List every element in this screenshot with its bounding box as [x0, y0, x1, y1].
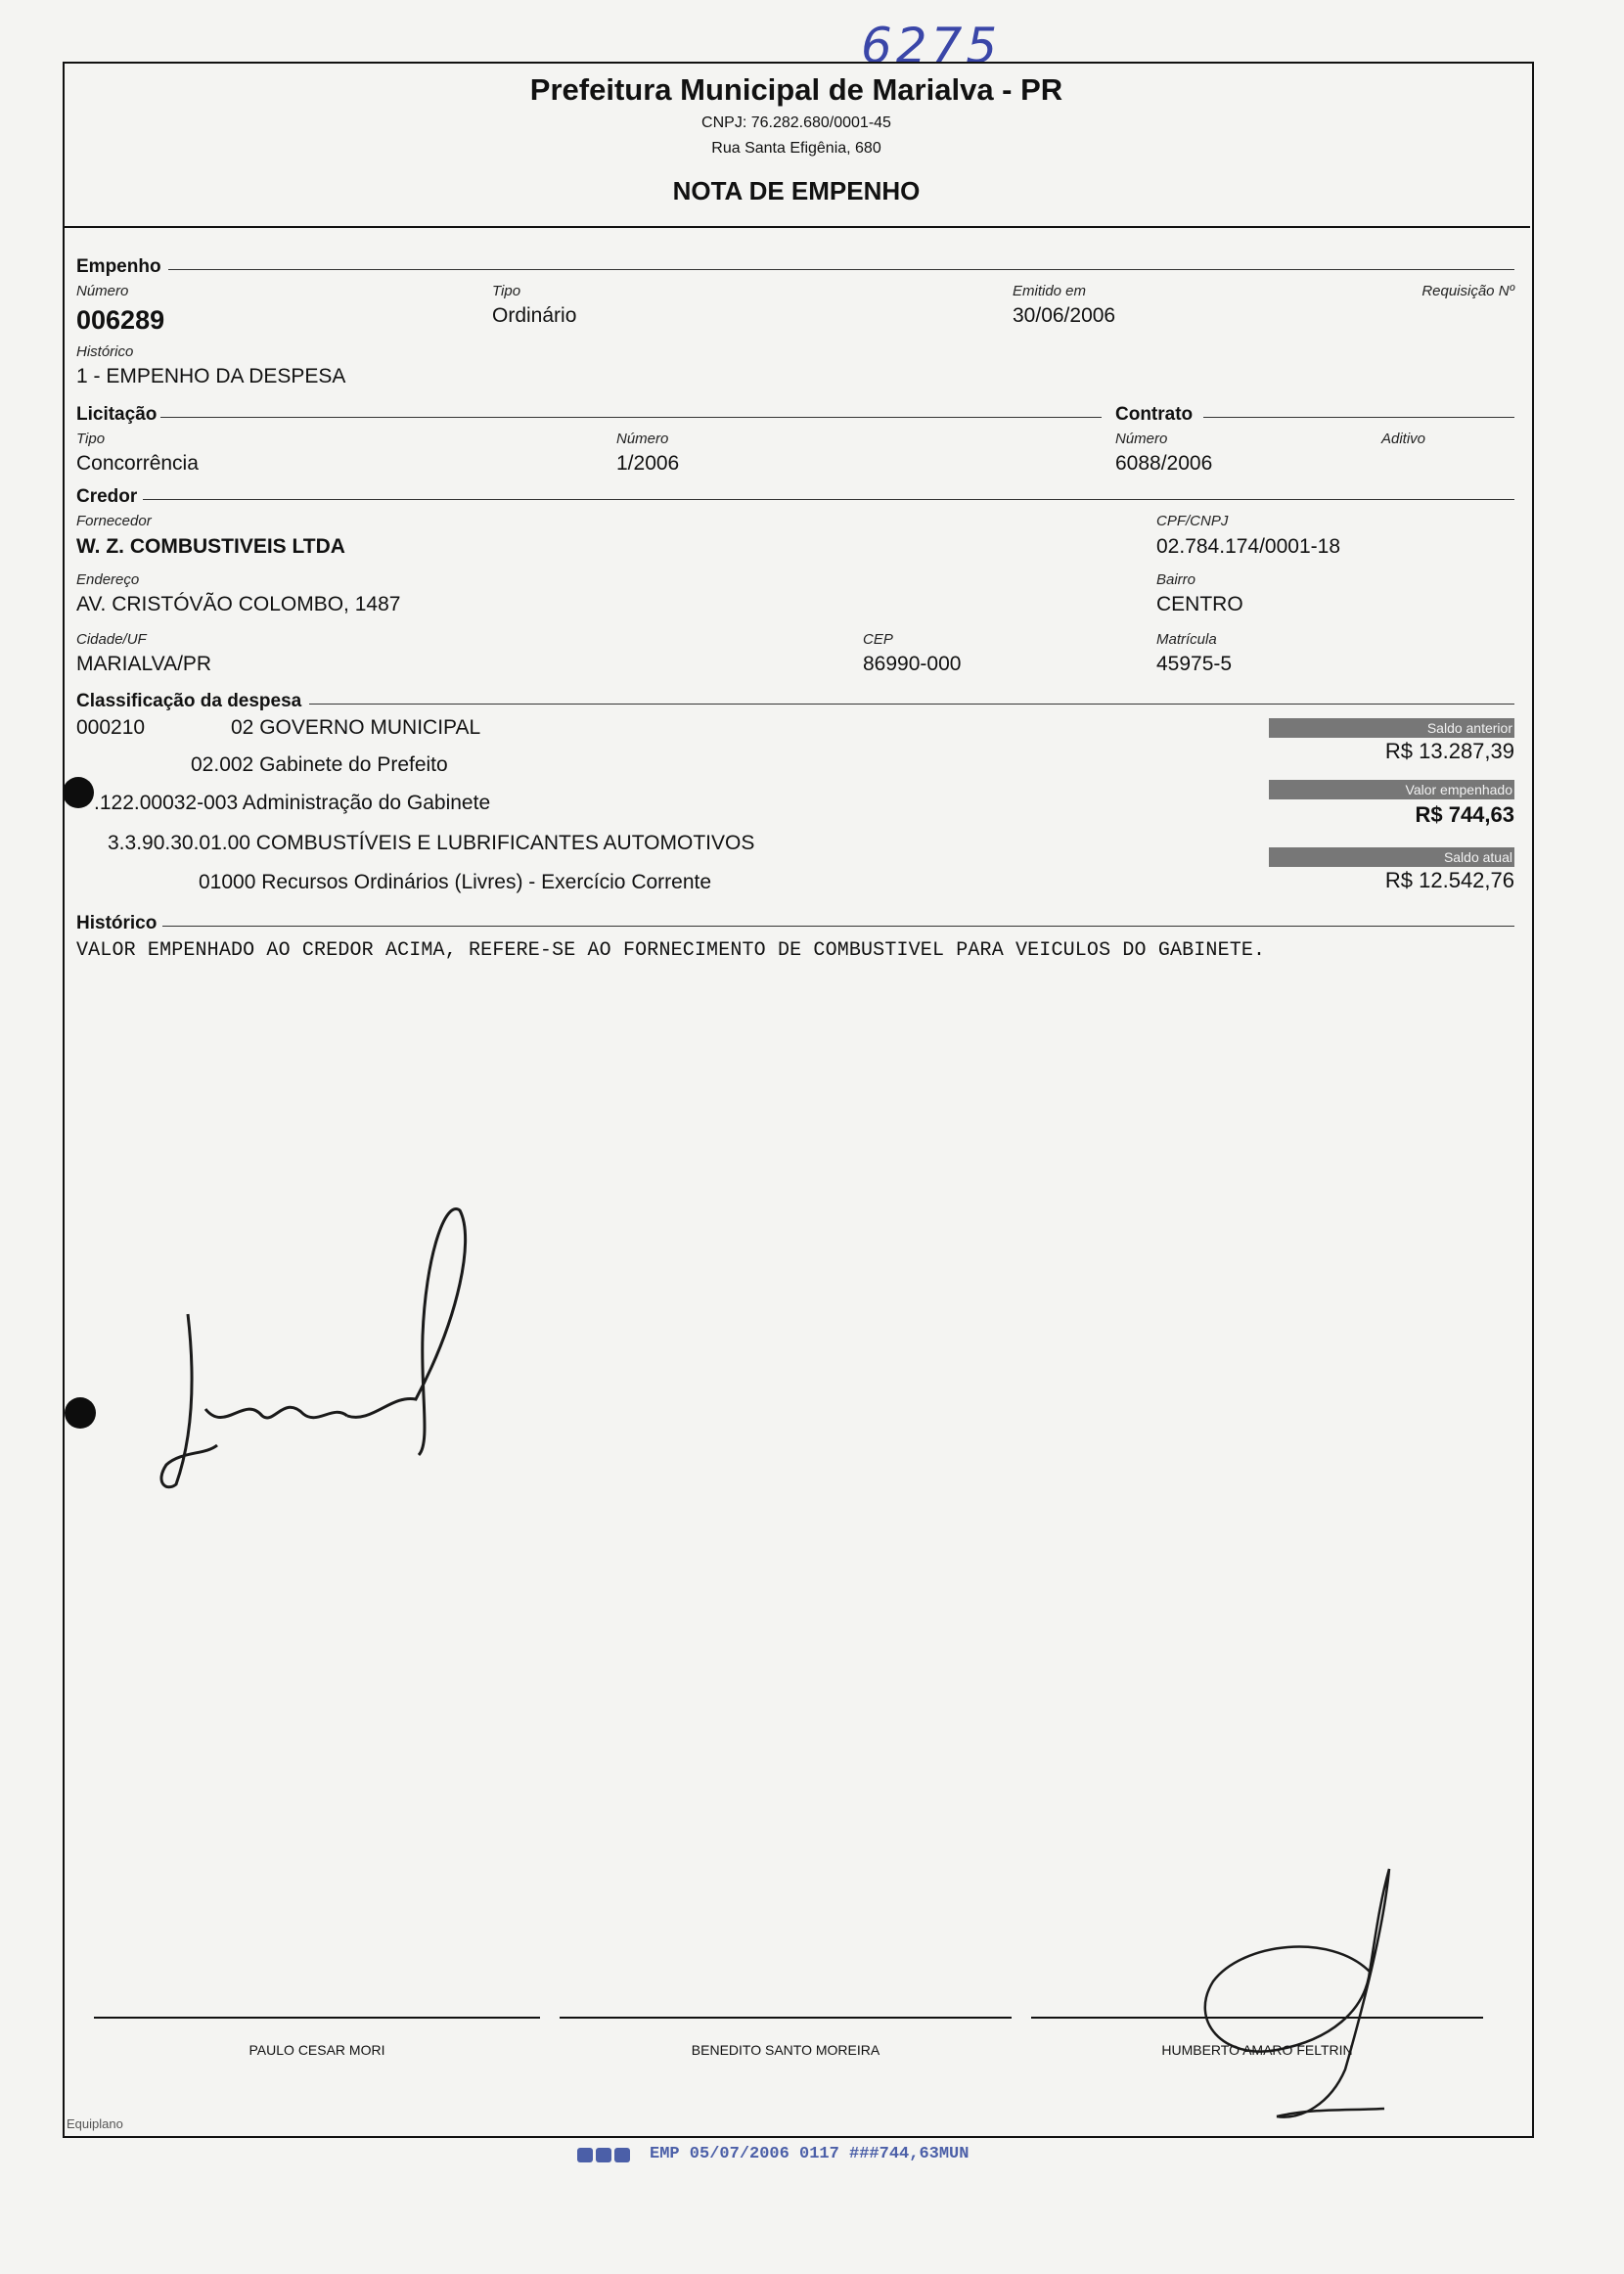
contrato-rule: [1203, 417, 1514, 418]
licitacao-tipo: Concorrência: [76, 452, 199, 475]
classificacao-line4: 3.3.90.30.01.00 COMBUSTÍVEIS E LUBRIFICANTES AUTOMOTIVOS: [108, 832, 755, 854]
classificacao-rule: [309, 704, 1514, 705]
requisicao-label: Requisição Nº: [1421, 283, 1514, 299]
signature-name-2: BENEDITO SANTO MOREIRA: [691, 2042, 880, 2058]
header-address: Rua Santa Efigênia, 680: [711, 140, 881, 157]
credor-rule: [143, 499, 1514, 500]
handwritten-signature-right: [1184, 1864, 1438, 2128]
header-title: Prefeitura Municipal de Marialva - PR: [529, 72, 1063, 107]
cep-label: CEP: [863, 631, 893, 648]
classificacao-line1: 02 GOVERNO MUNICIPAL: [231, 716, 481, 739]
matricula: 45975-5: [1156, 653, 1233, 675]
saldo-anterior-value: R$ 13.287,39: [1384, 739, 1514, 763]
empenho-tipo-label: Tipo: [492, 283, 521, 299]
empenho-tipo: Ordinário: [492, 304, 577, 327]
contrato-numero-label: Número: [1115, 431, 1168, 447]
cidade: MARIALVA/PR: [76, 653, 212, 675]
empenho-rule: [168, 269, 1514, 270]
handwritten-signature-left: [137, 1199, 509, 1492]
licitacao-tipo-label: Tipo: [76, 431, 106, 447]
licitacao-section-title: Licitação: [76, 404, 158, 425]
emitido-date: 30/06/2006: [1013, 304, 1116, 327]
doc-title: NOTA DE EMPENHO: [672, 176, 921, 205]
header-cnpj: CNPJ: 76.282.680/0001-45: [701, 114, 891, 131]
classificacao-line5: 01000 Recursos Ordinários (Livres) - Exercício Corrente: [199, 871, 712, 893]
valor-empenhado-label: Valor empenhado: [1269, 780, 1514, 799]
endereco-label: Endereço: [76, 571, 140, 588]
bairro: CENTRO: [1156, 593, 1243, 615]
licitacao-numero-label: Número: [616, 431, 669, 447]
credor-section-title: Credor: [76, 486, 138, 507]
historico-section-title: Histórico: [76, 913, 158, 933]
saldo-atual-label: Saldo atual: [1269, 847, 1514, 867]
contrato-aditivo-label: Aditivo: [1381, 431, 1426, 447]
bairro-label: Bairro: [1156, 571, 1196, 588]
empenho-section-title: Empenho: [76, 256, 161, 277]
valor-empenhado-value: R$ 744,63: [1415, 802, 1514, 827]
empenho-historico-label: Histórico: [76, 343, 134, 360]
cidade-label: Cidade/UF: [76, 631, 147, 648]
cpf-label: CPF/CNPJ: [1156, 513, 1229, 529]
historico-text: VALOR EMPENHADO AO CREDOR ACIMA, REFERE-SE AO FORNECIMENTO DE COMBUSTIVEL PARA VEICULOS DO GABINETE.: [76, 939, 1266, 962]
cpf-cnpj: 02.784.174/0001-18: [1156, 535, 1341, 558]
empenho-historico: 1 - EMPENHO DA DESPESA: [76, 365, 346, 387]
saldo-anterior-label: Saldo anterior: [1269, 718, 1514, 738]
punch-hole-lower: [65, 1397, 96, 1429]
classificacao-section-title: Classificação da despesa: [76, 691, 302, 711]
classificacao-line3: .122.00032-003 Administração do Gabinete: [94, 792, 491, 814]
cep: 86990-000: [863, 653, 962, 675]
classificacao-code: 000210: [76, 716, 146, 739]
signature-line-1: [94, 2017, 540, 2019]
matricula-label: Matrícula: [1156, 631, 1217, 648]
licitacao-numero: 1/2006: [616, 452, 680, 475]
footer-brand: Equiplano: [67, 2116, 123, 2131]
contrato-numero: 6088/2006: [1115, 452, 1213, 475]
handwritten-number: 6275: [861, 18, 1002, 74]
fornecedor: W. Z. COMBUSTIVEIS LTDA: [76, 535, 345, 558]
punch-hole-upper: [63, 777, 94, 808]
header-separator: [63, 226, 1530, 228]
signature-line-2: [560, 2017, 1012, 2019]
contrato-section-title: Contrato: [1115, 404, 1194, 425]
footer-stamp: EMP 05/07/2006 0117 ###744,63MUN: [650, 2145, 970, 2163]
fornecedor-label: Fornecedor: [76, 513, 152, 529]
signature-name-3: HUMBERTO AMARO FELTRIN: [1161, 2042, 1353, 2058]
empenho-numero-label: Número: [76, 283, 129, 299]
emitido-label: Emitido em: [1013, 283, 1087, 299]
historico-rule: [162, 926, 1514, 927]
endereco: AV. CRISTÓVÃO COLOMBO, 1487: [76, 593, 401, 615]
signature-name-1: PAULO CESAR MORI: [248, 2042, 385, 2058]
saldo-atual-value: R$ 12.542,76: [1384, 868, 1514, 892]
licitacao-rule: [160, 417, 1102, 418]
empenho-numero: 006289: [76, 305, 165, 335]
classificacao-line2: 02.002 Gabinete do Prefeito: [191, 753, 448, 776]
stamp-logo-icon: [577, 2146, 630, 2165]
